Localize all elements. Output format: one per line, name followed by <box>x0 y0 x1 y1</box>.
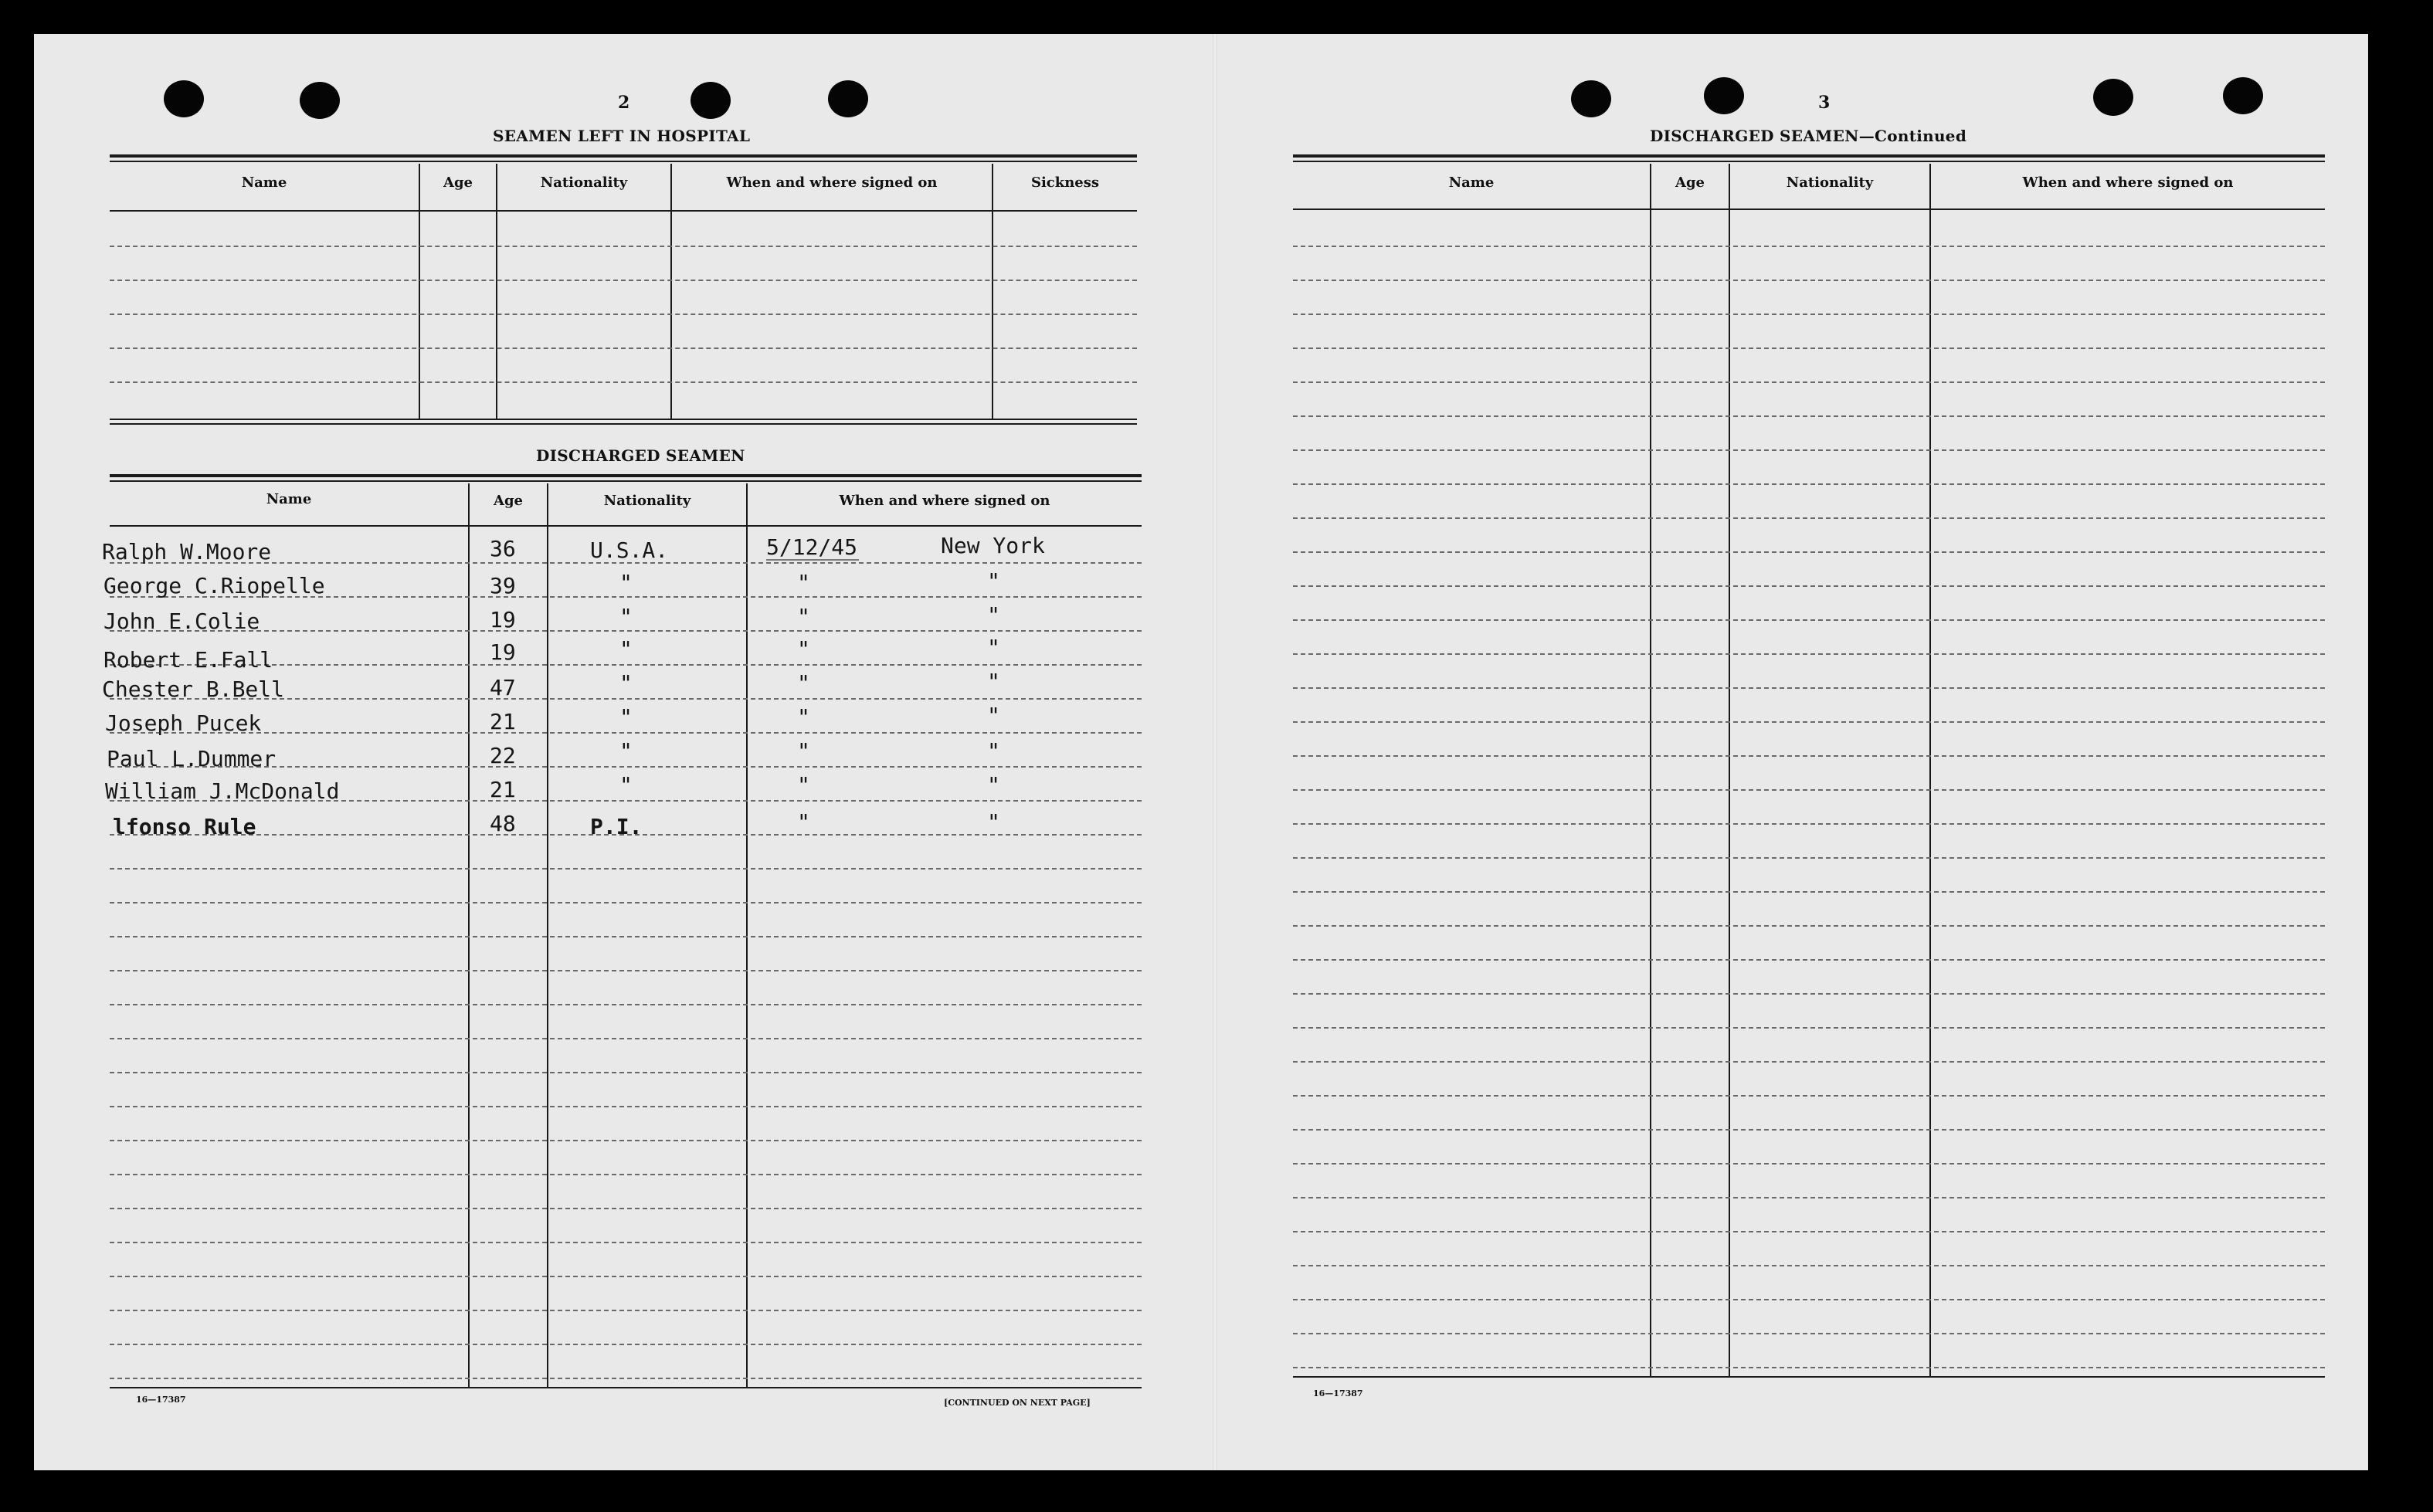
ruled-line <box>1293 415 2325 417</box>
ruled-line <box>110 1242 1142 1243</box>
binder-hole <box>1704 77 1744 114</box>
binder-hole <box>300 82 340 119</box>
discharged-header-name: Name <box>266 491 312 507</box>
hospital-header-signed-on: When and where signed on <box>726 175 938 191</box>
signed-on-date: " <box>797 670 810 696</box>
hospital-bottom-rule-thin <box>110 423 1137 425</box>
signed-on-place: " <box>987 738 1000 764</box>
ruled-line <box>1293 1197 2325 1198</box>
ruled-line <box>1293 653 2325 655</box>
discharged-header-age: Age <box>493 493 523 509</box>
ruled-line <box>1293 1333 2325 1334</box>
hospital-header-age: Age <box>443 175 473 191</box>
binder-hole <box>2223 77 2263 114</box>
continued-note: [CONTINUED ON NEXT PAGE] <box>944 1398 1091 1408</box>
ruled-line <box>1293 619 2325 621</box>
seaman-nationality: " <box>619 704 633 730</box>
discharged-top-rule-thin <box>110 480 1142 482</box>
ruled-line <box>1293 891 2325 893</box>
seaman-age: 36 <box>490 536 516 561</box>
seaman-name: Joseph Pucek <box>105 710 262 736</box>
seaman-name: Chester B.Bell <box>102 676 285 702</box>
discharged-top-rule <box>110 474 1142 477</box>
ruled-line <box>110 1140 1142 1141</box>
ruled-line <box>1293 755 2325 757</box>
hospital-col-divider <box>670 164 672 419</box>
ruled-line <box>110 1174 1142 1175</box>
signed-on-place: " <box>987 602 1000 628</box>
hospital-header-rule <box>110 210 1137 212</box>
ruled-line <box>1293 246 2325 247</box>
seaman-age: 22 <box>490 743 516 768</box>
ruled-line <box>1293 280 2325 281</box>
binder-hole <box>1571 80 1611 117</box>
seaman-nationality: U.S.A. <box>590 537 669 563</box>
binder-hole <box>2093 79 2133 116</box>
discharged-header-rule <box>110 525 1142 527</box>
binder-hole <box>164 80 204 117</box>
ruled-line <box>1293 789 2325 791</box>
form-code: 16—17387 <box>136 1395 186 1405</box>
ruled-line <box>1293 347 2325 349</box>
ruled-line <box>1293 721 2325 723</box>
hospital-row-line <box>110 347 1137 349</box>
hospital-header-name: Name <box>241 175 287 191</box>
ruled-line <box>1293 1367 2325 1368</box>
continued-col-divider <box>1729 164 1730 1378</box>
hospital-col-divider <box>992 164 993 419</box>
ruled-line <box>110 732 1142 734</box>
discharged-col-divider <box>746 483 748 1387</box>
seaman-name: John E.Colie <box>103 609 260 634</box>
hospital-col-divider <box>419 164 420 419</box>
binder-hole <box>691 82 731 119</box>
seaman-age: 19 <box>490 607 516 632</box>
discharged-continued-title: DISCHARGED SEAMEN—Continued <box>1650 127 1967 145</box>
continued-header-signed-on: When and where signed on <box>2022 175 2234 191</box>
form-code: 16—17387 <box>1313 1388 1363 1398</box>
ruled-line <box>1293 449 2325 451</box>
ruled-line <box>110 1276 1142 1277</box>
ruled-line <box>1293 823 2325 825</box>
ruled-line <box>110 1072 1142 1073</box>
ruled-line <box>110 1378 1142 1379</box>
ruled-line <box>1293 483 2325 485</box>
signed-on-place: New York <box>941 533 1045 558</box>
hospital-header-nationality: Nationality <box>540 175 628 191</box>
hospital-row-line <box>110 246 1137 247</box>
signed-on-date: " <box>797 704 810 730</box>
hospital-top-rule-thin <box>110 161 1137 162</box>
signed-on-date: 5/12/45 <box>766 534 858 560</box>
ruled-line <box>110 1344 1142 1345</box>
signed-on-date: " <box>797 772 810 798</box>
seaman-age: 21 <box>490 777 516 802</box>
seaman-name: Paul L.Dummer <box>107 746 277 771</box>
ruled-line <box>1293 1095 2325 1097</box>
continued-header-name: Name <box>1448 175 1495 191</box>
ruled-line <box>1293 1129 2325 1131</box>
discharged-col-divider <box>468 483 470 1387</box>
ruled-line <box>1293 585 2325 587</box>
hospital-row-line <box>110 314 1137 315</box>
seaman-nationality: P.I. <box>590 814 643 839</box>
signed-on-date: " <box>797 604 810 629</box>
continued-top-rule-thin <box>1293 161 2325 162</box>
right-page <box>1216 34 2368 1470</box>
signed-on-place: " <box>987 669 1000 694</box>
hospital-bottom-rule <box>110 419 1137 420</box>
ruled-line <box>1293 857 2325 859</box>
seaman-age: 48 <box>490 811 516 836</box>
ruled-line <box>110 936 1142 937</box>
signed-on-place: " <box>987 772 1000 798</box>
ruled-line <box>1293 1163 2325 1165</box>
hospital-row-line <box>110 381 1137 383</box>
discharged-bottom-rule <box>110 1387 1142 1388</box>
continued-top-rule <box>1293 154 2325 158</box>
signed-on-date: " <box>797 809 810 835</box>
ruled-line <box>1293 381 2325 383</box>
seaman-nationality: " <box>619 604 633 629</box>
signed-on-place: " <box>987 809 1000 835</box>
seaman-nationality: " <box>619 636 633 662</box>
ruled-line <box>1293 687 2325 689</box>
signed-on-place: " <box>987 635 1000 660</box>
seaman-name: Ralph W.Moore <box>102 539 272 564</box>
ruled-line <box>110 1038 1142 1039</box>
signed-on-place: " <box>987 703 1000 728</box>
hospital-top-rule <box>110 154 1137 158</box>
discharged-header-nationality: Nationality <box>603 493 691 509</box>
ruled-line <box>1293 1265 2325 1266</box>
continued-col-divider <box>1929 164 1931 1378</box>
discharged-header-signed-on: When and where signed on <box>839 493 1050 509</box>
page-number: 3 <box>1818 93 1831 113</box>
continued-header-rule <box>1293 208 2325 210</box>
hospital-row-line <box>110 280 1137 281</box>
seaman-nationality: " <box>619 772 633 798</box>
continued-header-age: Age <box>1675 175 1705 191</box>
ruled-line <box>1293 1027 2325 1029</box>
seaman-nationality: " <box>619 570 633 595</box>
seaman-name: Robert E.Fall <box>103 647 273 673</box>
seaman-age: 39 <box>490 573 516 598</box>
seaman-nationality: " <box>619 738 633 764</box>
ruled-line <box>1293 993 2325 995</box>
seaman-age: 19 <box>490 639 516 665</box>
ruled-line <box>110 1106 1142 1107</box>
signed-on-date: " <box>797 636 810 662</box>
ruled-line <box>1293 925 2325 927</box>
discharged-col-divider <box>547 483 548 1387</box>
page-number: 2 <box>618 93 630 113</box>
seaman-name: lfonso Rule <box>113 814 256 839</box>
ruled-line <box>1293 959 2325 961</box>
seaman-age: 21 <box>490 709 516 734</box>
continued-header-nationality: Nationality <box>1786 175 1874 191</box>
seaman-nationality: " <box>619 670 633 696</box>
ruled-line <box>110 868 1142 870</box>
ruled-line <box>110 1310 1142 1311</box>
discharged-section-title: DISCHARGED SEAMEN <box>536 446 745 465</box>
ruled-line <box>110 1004 1142 1005</box>
continued-bottom-rule <box>1293 1376 2325 1378</box>
signed-on-date: " <box>797 570 810 595</box>
ruled-line <box>110 902 1142 903</box>
ruled-line <box>1293 1299 2325 1300</box>
hospital-header-sickness: Sickness <box>1030 175 1100 191</box>
ruled-line <box>110 630 1142 632</box>
ruled-line <box>1293 1231 2325 1232</box>
seaman-name: William J.McDonald <box>105 778 340 804</box>
ruled-line <box>110 1208 1142 1209</box>
seaman-name: George C.Riopelle <box>103 573 325 598</box>
ruled-line <box>1293 551 2325 553</box>
ruled-line <box>1293 314 2325 315</box>
page-fold <box>1213 34 1217 1470</box>
hospital-col-divider <box>496 164 497 419</box>
continued-col-divider <box>1650 164 1651 1378</box>
hospital-section-title: SEAMEN LEFT IN HOSPITAL <box>493 127 751 145</box>
ruled-line <box>1293 1061 2325 1063</box>
signed-on-date: " <box>797 738 810 764</box>
ruled-line <box>1293 517 2325 519</box>
ruled-line <box>110 970 1142 971</box>
signed-on-place: " <box>987 568 1000 594</box>
binder-hole <box>828 80 868 117</box>
pencil-underline <box>766 559 859 561</box>
seaman-age: 47 <box>490 675 516 700</box>
